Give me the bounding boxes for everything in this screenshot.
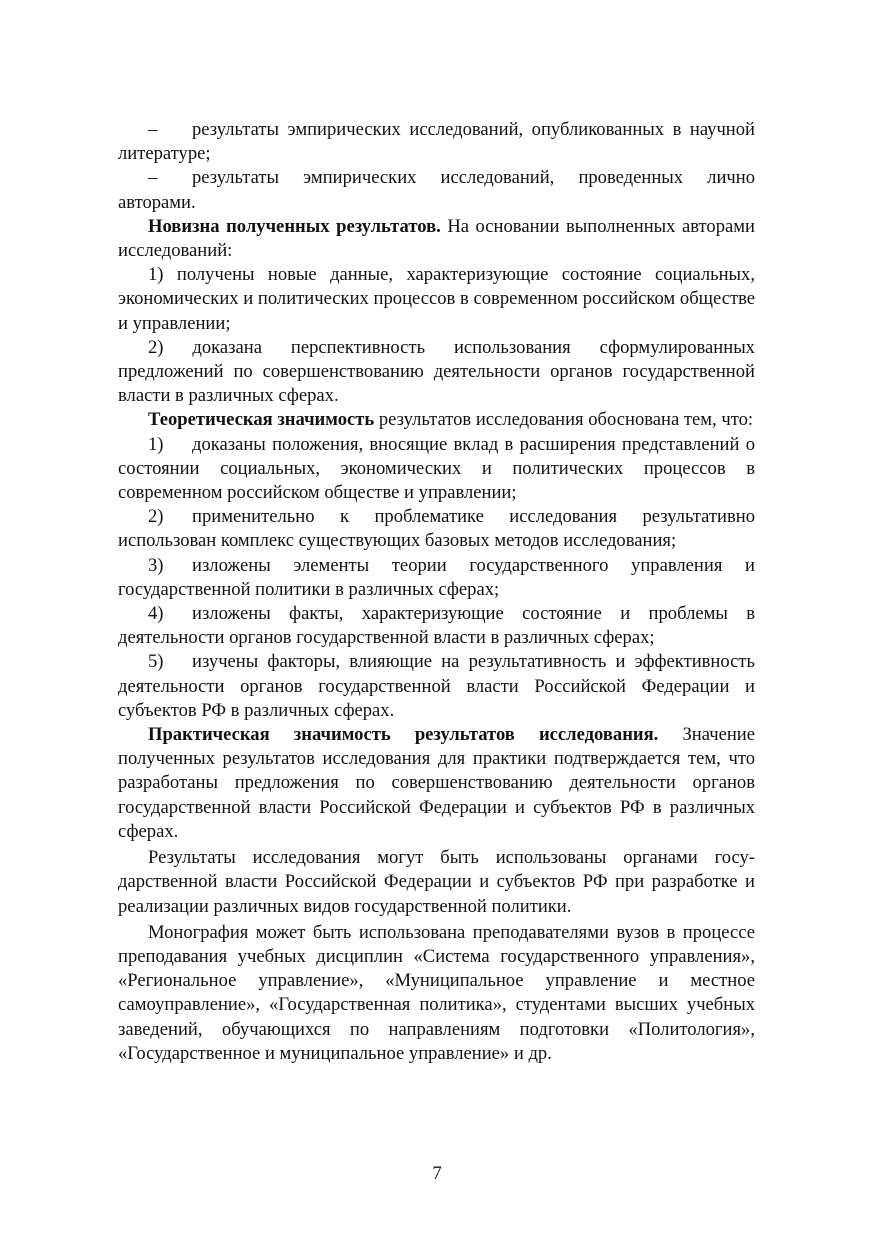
item-number: 4) [148, 603, 164, 625]
numbered-item [118, 505, 755, 553]
item-text: изучены факторы, влияющие на результативность и эффективность деятельности органов государственной власти Российской Федерации и субъектов РФ в различных сферах. [118, 651, 755, 721]
bullet-text: результаты эмпирических исследований, проведенных лично авторами. [118, 167, 755, 213]
novelty-paragraph [118, 215, 755, 263]
theory-heading: Теоретическая значимость [148, 409, 375, 431]
practice-heading: Практическая значимость результатов исследования. [148, 724, 659, 746]
bullet-marker: – [148, 119, 158, 140]
item-text: доказана перспективность использования сформулированных предложений по совершенствованию деятельности органов государственной власти в различных сферах. [118, 336, 755, 407]
results-paragraph: Результаты исследования могут быть использованы органами государственной власти Российской Федерации и субъектов РФ при разработке и реализации различных видов государственной политики. [118, 847, 755, 917]
bullet-item [118, 166, 755, 214]
theory-text: результатов исследования обоснована тем, что: [374, 409, 754, 431]
monograph-paragraph: Монография может быть использована преподавателями вузов в процессе преподавания учебных дисциплин «Система государственного управления», «Региональное управление», «Муниципальное управление и местное самоуправление», «Государственная политика», студентами высших учебных заведений, обучающихся по направлениям подготовки «Политология», «Государственное и муниципальное управление» и др. [118, 921, 755, 1064]
item-text: применительно к проблематике исследования результативно использован комплекс существующих базовых методов исследования; [118, 506, 755, 552]
practice-paragraph [118, 723, 755, 844]
item-number: 2) [148, 336, 164, 358]
novelty-heading: Новизна полученных результатов. [148, 215, 441, 237]
bullet-text: результаты эмпирических исследований, опубликованных в научной литературе; [118, 119, 755, 165]
numbered-item [118, 602, 755, 650]
item-number: 2) [148, 506, 164, 528]
item-text: изложены элементы теории государственного управления и государственной политики в различных сферах; [118, 554, 755, 600]
item-text: получены новые данные, характеризующие состояние социальных, экономических и политических процессов в современном российском обществе и управлении; [118, 264, 755, 334]
novelty-text: На основании выполненных авторами исследований: [118, 215, 755, 262]
item-text: доказаны положения, вносящие вклад в расширения представлений о состоянии социальных, экономических и политических процессов в современном российском обществе и управлении; [118, 433, 755, 504]
item-text: изложены факты, характеризующие состояние и проблемы в деятельности органов государственной власти в различных сферах; [118, 603, 755, 649]
item-number: 5) [148, 651, 164, 673]
bullet-marker: – [148, 167, 158, 189]
numbered-item [118, 263, 755, 336]
numbered-item [118, 433, 755, 506]
numbered-item [118, 336, 755, 409]
item-number: 3) [148, 554, 164, 576]
numbered-item [118, 650, 755, 723]
numbered-item [118, 554, 755, 602]
theory-paragraph [118, 408, 755, 432]
bullet-item [118, 118, 755, 166]
practice-text: Значение полученных результатов исследования для практики подтверждается тем, что разработаны предложения по совершенствованию деятельности органов государственной власти Российской Федерации и субъектов РФ в различных сферах. [118, 724, 755, 842]
item-number: 1) [148, 264, 164, 286]
item-number: 1) [148, 433, 164, 455]
document-body [118, 118, 755, 1066]
page-number: 7 [432, 1163, 442, 1184]
